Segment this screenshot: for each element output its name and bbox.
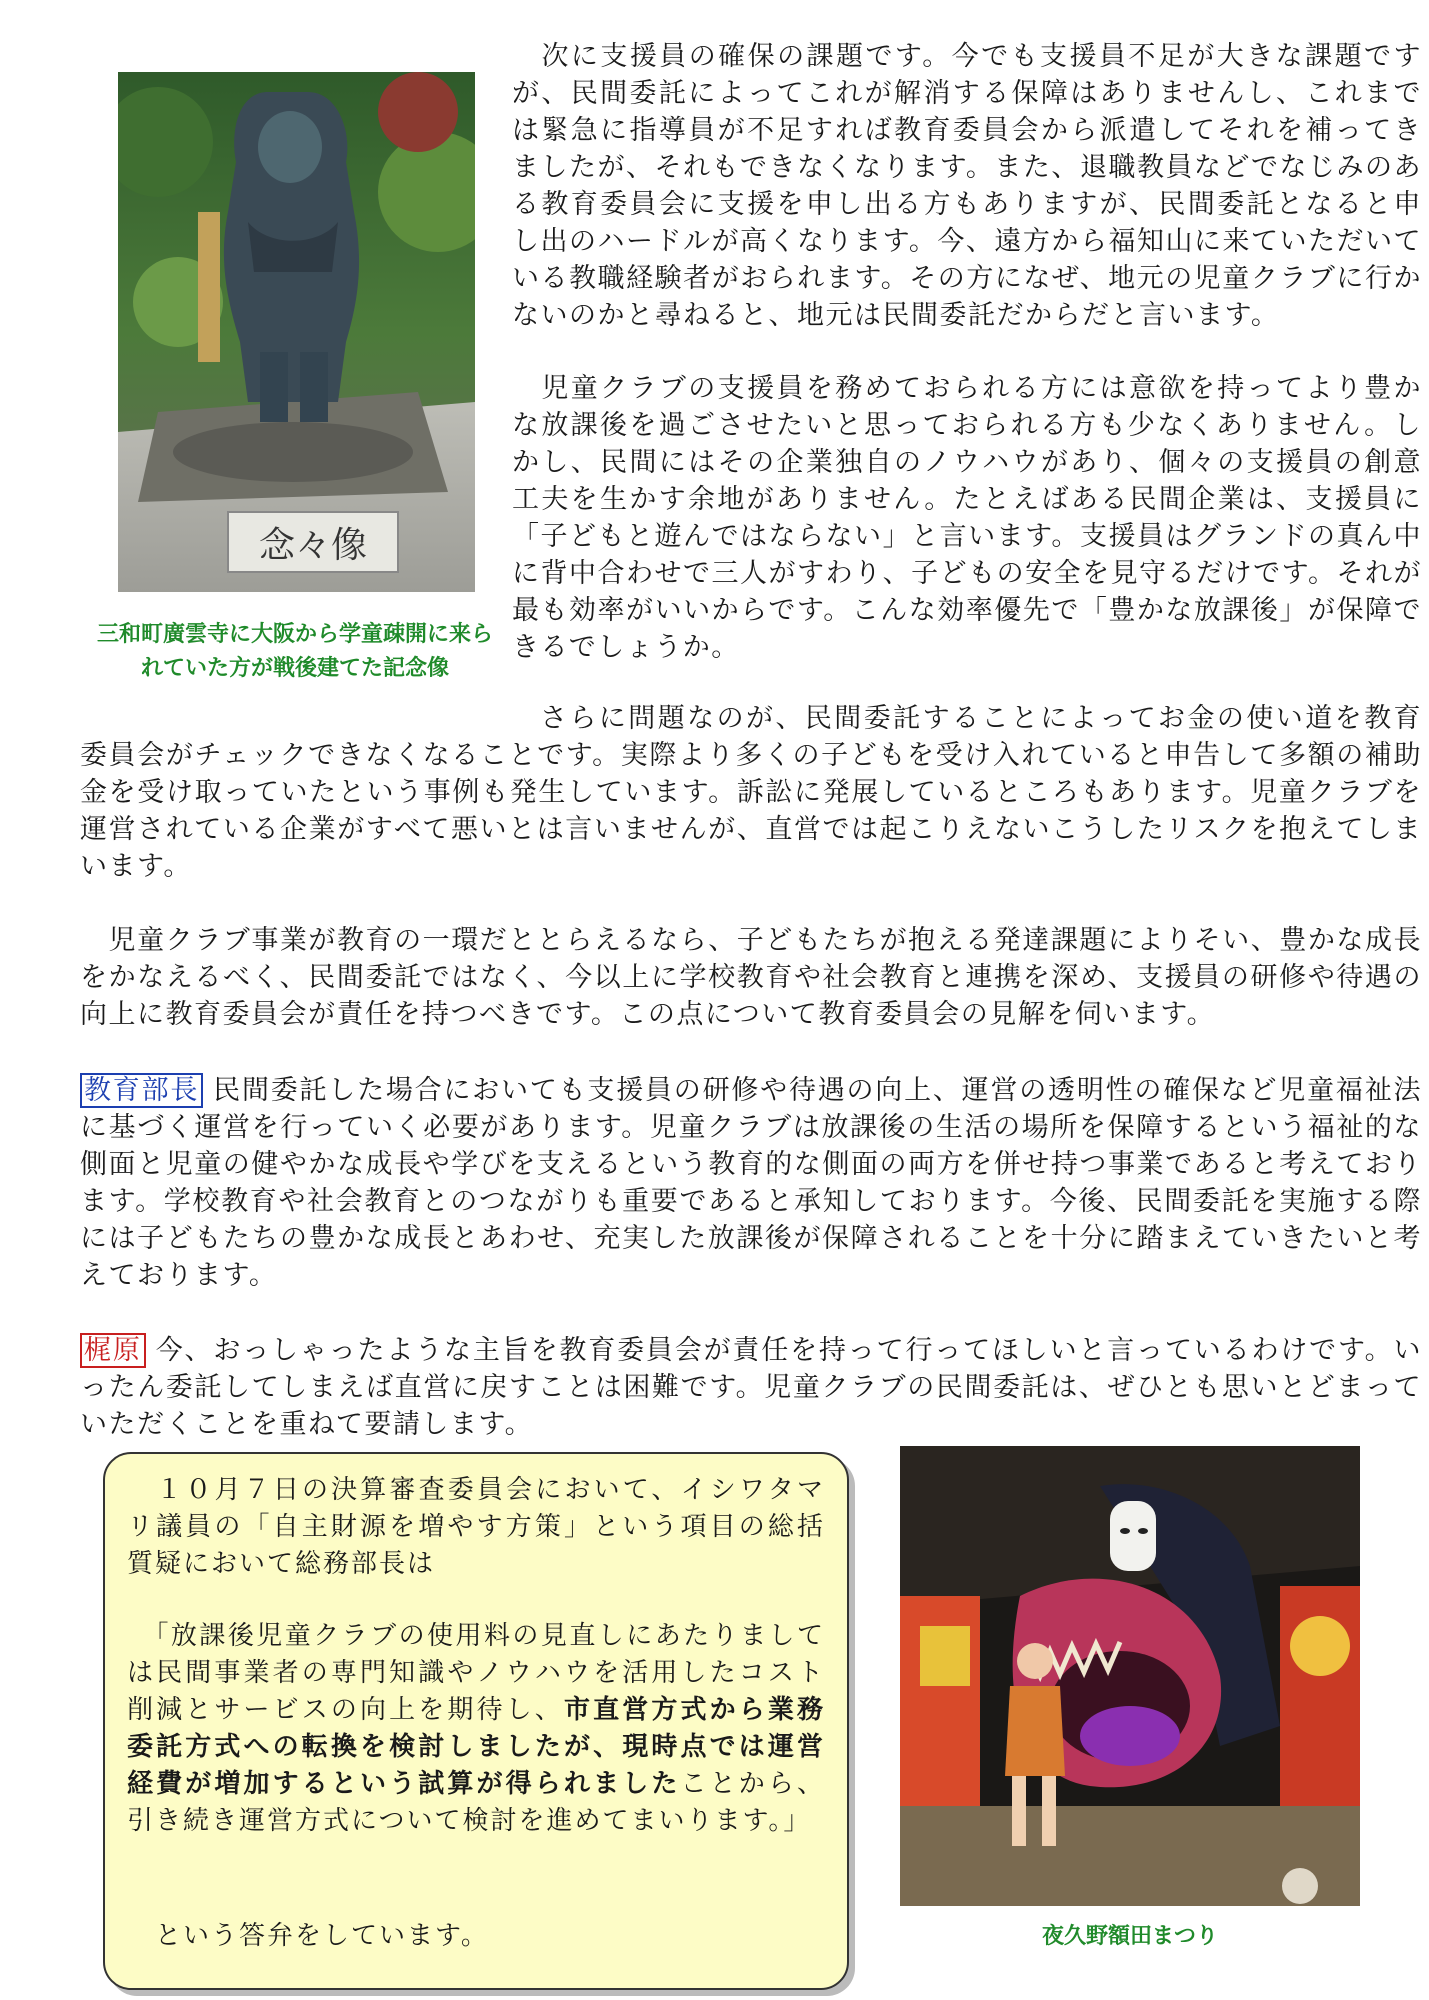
note-quote-start: 「放課後児童クラブの使用料の見直しにあたりましては民間事業者の専門知識やノウハウを活用したコスト削減とサービスの向上を期待し、	[127, 1621, 825, 1725]
plaque-text: 念々像	[258, 525, 368, 566]
paragraph-education-responsibility: 児童クラブ事業が教育の一環だととらえるなら、子どもたちが抱える発達課題によりそい、豊かな成長をかなえるべく、民間委託ではなく、今以上に学校教育や社会教育と連携を深め、支援員の研修や待遇の向上に教育委員会が責任を持つべきです。この点について教育委員会の見解を伺います。	[80, 925, 1422, 1030]
note-intro: １０月７日の決算審査委員会において、イシワタマリ議員の「自主財源を増やす方策」という項目の総括質疑において総務部長は	[127, 1475, 825, 1579]
note-quote	[127, 1618, 825, 1840]
answer-text: 民間委託した場合においても支援員の研修や待遇の向上、運営の透明性の確保など児童福祉法に基づく運営を行っていく必要があります。児童クラブは放課後の生活の場所を保障するという福祉的な側面と児童の健やかな成長や学びを支えるという教育的な側面の両方を併せ持つ事業であると考えております。学校教育や社会教育とのつながりも重要であると承知しております。今後、民間委託を実施する際には子どもたちの豊かな成長とあわせ、充実した放課後が保障されることを十分に踏まえていきたいと考えております。	[80, 1075, 1422, 1291]
paragraph-subsidy-risk	[80, 700, 1422, 885]
statue-illustration	[118, 72, 475, 592]
budget-committee-note-box	[103, 1452, 849, 1990]
answer-education-director	[80, 1072, 1422, 1294]
note-quote-end: ことから、引き続き運営方式について検討を進めてまいります。」	[127, 1769, 825, 1836]
speaker-tag-education-director: 教育部長	[80, 1073, 203, 1108]
paragraph-rich-afterschool: 児童クラブの支援員を務めておられる方には意欲を持ってより豊かな放課後を過ごさせたいと思っておられる方も少なくありません。しかし、民間にはその企業独自のノウハウがあり、個々の支援員の創意工夫を生かす余地がありません。たとえばある民間企業は、支援員に「子どもと遊んではならない」と言います。支援員はグランドの真ん中に背中合わせで三人がすわり、子どもの安全を見守るだけです。それが最も効率がいいからです。こんな効率優先で「豊かな放課後」が保障できるでしょうか。	[512, 373, 1422, 663]
paragraph-staff-shortage: 次に支援員の確保の課題です。今でも支援員不足が大きな課題ですが、民間委託によってこれが解消する保障はありませんし、これまでは緊急に指導員が不足すれば教育委員会から派遣してそれを補ってきましたが、それもできなくなります。また、退職教員などでなじみのある教育委員会に支援を申し出る方もありますが、民間委託となると申し出のハードルが高くなります。今、遠方から福知山に来ていただいている教職経験者がおられます。その方になぜ、地元の児童クラブに行かないのかと尋ねると、地元は民間委託だからだと言います。	[512, 41, 1422, 331]
reply-kajiwara	[80, 1332, 1422, 1443]
paragraph-subsidy-risk-text: さらに問題なのが、民間委託することによってお金の使い道を教育委員会がチェックできなくなることです。実際より多くの子どもを受け入れていると申告して多額の補助金を受け取っていたという事例も発生しています。訴訟に発展しているところもあります。児童クラブを運営されている企業がすべて悪いとは言いませんが、直営では起こりえないこうしたリスクを抱えてしまいます。	[80, 703, 1422, 882]
speaker-tag-kajiwara: 梶原	[80, 1333, 146, 1368]
note-quote-bold: 市直営方式から業務委託方式への転換を検討しましたが、現時点では運営経費が増加するという試算が得られました	[127, 1695, 825, 1799]
festival-caption: 夜久野額田まつり	[1041, 1924, 1218, 1949]
statue-photo	[118, 72, 475, 592]
festival-photo	[900, 1446, 1360, 1906]
statue-caption: 三和町廣雲寺に大阪から学童疎開に来られていた方が戦後建てた記念像	[96, 622, 493, 681]
festival-illustration	[900, 1446, 1360, 1906]
note-outro: という答弁をしています。	[127, 1921, 489, 1951]
reply-text: 今、おっしゃったような主旨を教育委員会が責任を持って行ってほしいと言っているわけです。いったん委託してしまえば直営に戻すことは困難です。児童クラブの民間委託は、ぜひとも思いとどまっていただくことを重ねて要請します。	[80, 1335, 1423, 1440]
